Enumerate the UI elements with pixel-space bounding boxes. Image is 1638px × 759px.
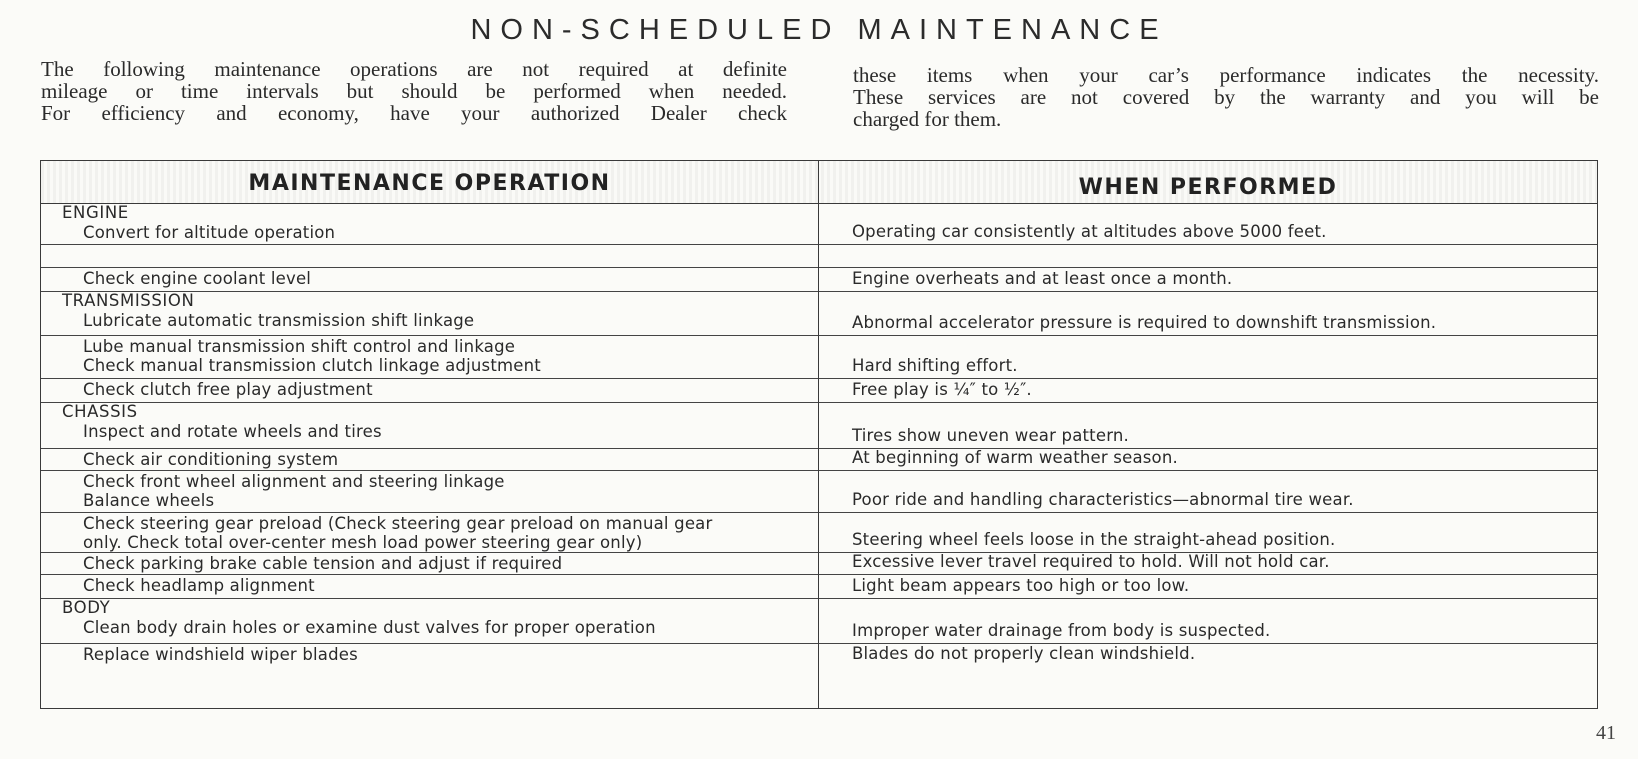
table-row [41, 598, 1597, 644]
table-row [41, 470, 1597, 513]
table-row [41, 335, 1597, 379]
when-performed-cell [818, 512, 1598, 552]
operation-cell [41, 244, 818, 267]
when-performed-text: Operating car consistently at altitudes above 5000 feet. [852, 222, 1327, 241]
operation-cell [41, 291, 818, 335]
operation-cell [41, 402, 818, 448]
operation-cell [41, 335, 818, 378]
page-number: 41 [1596, 722, 1616, 744]
operation-cell [41, 552, 818, 574]
intro-line: mileage or time intervals but should be performed when needed. [41, 79, 787, 103]
when-performed-cell [818, 643, 1598, 666]
when-performed-text: Steering wheel feels loose in the straight-ahead position. [852, 530, 1336, 549]
when-performed-text: Abnormal accelerator pressure is required to downshift transmission. [852, 313, 1437, 332]
operation-text: Balance wheels [83, 491, 215, 510]
table-row [41, 378, 1597, 403]
intro-line: The following maintenance operations are not required at definite [41, 57, 787, 81]
operation-cell [41, 470, 818, 512]
table-row [41, 552, 1597, 575]
operation-cell [41, 378, 818, 402]
intro-line: charged for them. [853, 107, 1002, 131]
operation-text: Check clutch free play adjustment [83, 380, 373, 399]
operation-text: only. Check total over-center mesh load power steering gear only) [83, 533, 643, 552]
operation-text: Clean body drain holes or examine dust valves for proper operation [83, 618, 656, 637]
operation-text: Check parking brake cable tension and adjust if required [83, 554, 563, 573]
table-row [41, 512, 1597, 553]
when-performed-text: Light beam appears too high or too low. [852, 576, 1190, 595]
operation-cell [41, 448, 818, 470]
page-title: NON-SCHEDULED MAINTENANCE [470, 14, 1168, 46]
operation-cell [41, 267, 818, 291]
when-performed-cell [818, 574, 1598, 598]
when-performed-cell [818, 598, 1598, 643]
when-performed-text: Blades do not properly clean windshield. [852, 644, 1196, 663]
table-row [41, 574, 1597, 599]
operation-cell [41, 574, 818, 598]
operation-text: Replace windshield wiper blades [83, 645, 358, 664]
operation-cell [41, 643, 818, 666]
intro-line: These services are not covered by the warranty and you will be [853, 85, 1599, 109]
operation-text: Check air conditioning system [83, 450, 339, 469]
table-row [41, 267, 1597, 292]
when-performed-cell [818, 402, 1598, 448]
section-heading: ENGINE [62, 203, 129, 222]
table-row [41, 203, 1597, 245]
when-performed-text: Poor ride and handling characteristics—abnormal tire wear. [852, 490, 1354, 509]
operation-text: Lubricate automatic transmission shift linkage [83, 311, 475, 330]
when-performed-text: Hard shifting effort. [852, 356, 1018, 375]
when-performed-cell [818, 552, 1598, 574]
table-row [41, 291, 1597, 336]
operation-text: Lube manual transmission shift control and linkage [83, 337, 516, 356]
when-performed-cell [818, 291, 1598, 335]
operation-cell [41, 203, 818, 244]
intro-text-left [41, 58, 787, 124]
operation-text: Convert for altitude operation [83, 223, 336, 242]
column-divider [818, 161, 819, 708]
section-heading: TRANSMISSION [62, 291, 195, 310]
when-performed-cell [818, 378, 1598, 402]
table-header [41, 161, 1597, 204]
intro-text-right [853, 64, 1599, 130]
when-performed-text: Free play is ¼″ to ½″. [852, 380, 1032, 399]
operation-text: Check steering gear preload (Check steering gear preload on manual gear [83, 514, 713, 533]
when-performed-text: Tires show uneven wear pattern. [852, 426, 1129, 445]
table-row [41, 244, 1597, 268]
column-header-operation: MAINTENANCE OPERATION [248, 170, 611, 196]
when-performed-text: Engine overheats and at least once a month. [852, 269, 1233, 288]
operation-text: Check front wheel alignment and steering linkage [83, 472, 505, 491]
section-heading: CHASSIS [62, 402, 138, 421]
intro-line: For efficiency and economy, have your authorized Dealer check [41, 101, 787, 125]
when-performed-cell [818, 448, 1598, 470]
operation-text: Check engine coolant level [83, 269, 312, 288]
operation-text: Check headlamp alignment [83, 576, 315, 595]
when-performed-text: Excessive lever travel required to hold. Will not hold car. [852, 552, 1330, 571]
when-performed-cell [818, 335, 1598, 378]
table-row [41, 643, 1597, 666]
column-header-when: WHEN PERFORMED [1078, 174, 1338, 200]
intro-line: these items when your car’s performance indicates the necessity. [853, 63, 1599, 87]
table-row [41, 402, 1597, 449]
section-heading: BODY [62, 598, 111, 617]
when-performed-text: At beginning of warm weather season. [852, 448, 1178, 467]
maintenance-table [40, 160, 1598, 709]
operation-text: Inspect and rotate wheels and tires [83, 422, 382, 441]
table-row [41, 448, 1597, 471]
operation-cell [41, 512, 818, 552]
operation-text: Check manual transmission clutch linkage adjustment [83, 356, 541, 375]
when-performed-cell [818, 203, 1598, 244]
when-performed-cell [818, 267, 1598, 291]
operation-cell [41, 598, 818, 643]
when-performed-cell [818, 470, 1598, 512]
when-performed-cell [818, 244, 1598, 267]
when-performed-text: Improper water drainage from body is suspected. [852, 621, 1271, 640]
